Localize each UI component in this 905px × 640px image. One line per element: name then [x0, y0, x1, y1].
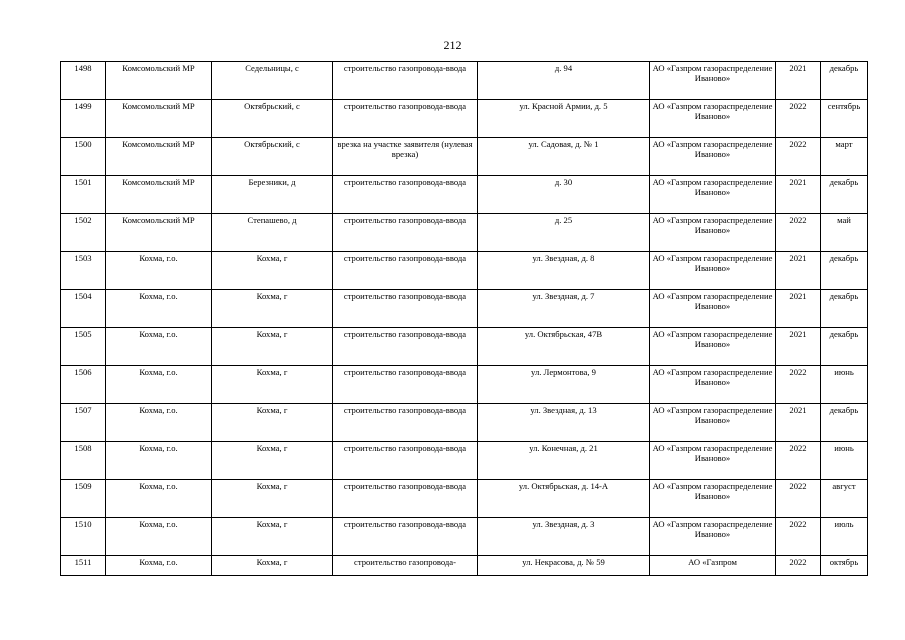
- year-cell: 2021: [776, 328, 821, 366]
- address-cell: ул. Садовая, д. № 1: [478, 138, 650, 176]
- district-cell: Комсомольский МР: [106, 100, 212, 138]
- month-cell: декабрь: [821, 252, 868, 290]
- organization-cell: АО «Газпром газораспределение Иваново»: [650, 442, 776, 480]
- month-cell: декабрь: [821, 328, 868, 366]
- year-cell: 2022: [776, 442, 821, 480]
- address-cell: ул. Звездная, д. 3: [478, 518, 650, 556]
- district-cell: Кохма, г.о.: [106, 480, 212, 518]
- organization-cell: АО «Газпром газораспределение Иваново»: [650, 328, 776, 366]
- table-row: [61, 442, 868, 480]
- address-cell: ул. Красной Армии, д. 5: [478, 100, 650, 138]
- locality-cell: Степашево, д: [212, 214, 333, 252]
- work-type-cell: строительство газопровода-ввода: [333, 404, 478, 442]
- address-cell: д. 30: [478, 176, 650, 214]
- locality-cell: Октябрьский, с: [212, 138, 333, 176]
- locality-cell: Березники, д: [212, 176, 333, 214]
- row-number: 1503: [61, 252, 106, 290]
- district-cell: Комсомольский МР: [106, 214, 212, 252]
- month-cell: декабрь: [821, 176, 868, 214]
- organization-cell: АО «Газпром газораспределение Иваново»: [650, 62, 776, 100]
- address-cell: д. 94: [478, 62, 650, 100]
- work-type-cell: строительство газопровода-ввода: [333, 252, 478, 290]
- work-type-cell: строительство газопровода-ввода: [333, 442, 478, 480]
- organization-cell: АО «Газпром газораспределение Иваново»: [650, 176, 776, 214]
- locality-cell: Кохма, г: [212, 556, 333, 576]
- year-cell: 2021: [776, 176, 821, 214]
- work-type-cell: строительство газопровода-ввода: [333, 100, 478, 138]
- district-cell: Кохма, г.о.: [106, 518, 212, 556]
- locality-cell: Кохма, г: [212, 480, 333, 518]
- table-row: [61, 100, 868, 138]
- work-type-cell: строительство газопровода-ввода: [333, 480, 478, 518]
- locality-cell: Кохма, г: [212, 404, 333, 442]
- month-cell: июнь: [821, 366, 868, 404]
- row-number: 1500: [61, 138, 106, 176]
- locality-cell: Кохма, г: [212, 518, 333, 556]
- district-cell: Комсомольский МР: [106, 62, 212, 100]
- month-cell: июль: [821, 518, 868, 556]
- address-cell: ул. Октябрьская, д. 14-А: [478, 480, 650, 518]
- year-cell: 2022: [776, 480, 821, 518]
- district-cell: Комсомольский МР: [106, 176, 212, 214]
- work-type-cell: строительство газопровода-: [333, 556, 478, 576]
- address-cell: д. 25: [478, 214, 650, 252]
- address-cell: ул. Звездная, д. 8: [478, 252, 650, 290]
- month-cell: март: [821, 138, 868, 176]
- row-number: 1511: [61, 556, 106, 576]
- row-number: 1504: [61, 290, 106, 328]
- table-row: [61, 518, 868, 556]
- month-cell: октябрь: [821, 556, 868, 576]
- row-number: 1510: [61, 518, 106, 556]
- row-number: 1502: [61, 214, 106, 252]
- district-cell: Кохма, г.о.: [106, 404, 212, 442]
- organization-cell: АО «Газпром газораспределение Иваново»: [650, 138, 776, 176]
- table-row: [61, 138, 868, 176]
- organization-cell: АО «Газпром газораспределение Иваново»: [650, 214, 776, 252]
- address-cell: ул. Звездная, д. 13: [478, 404, 650, 442]
- year-cell: 2021: [776, 290, 821, 328]
- work-type-cell: врезка на участке заявителя (нулевая врезка): [333, 138, 478, 176]
- address-cell: ул. Лермонтова, 9: [478, 366, 650, 404]
- district-cell: Кохма, г.о.: [106, 328, 212, 366]
- work-type-cell: строительство газопровода-ввода: [333, 518, 478, 556]
- table-row: [61, 176, 868, 214]
- work-type-cell: строительство газопровода-ввода: [333, 290, 478, 328]
- locality-cell: Кохма, г: [212, 442, 333, 480]
- organization-cell: АО «Газпром газораспределение Иваново»: [650, 404, 776, 442]
- work-type-cell: строительство газопровода-ввода: [333, 62, 478, 100]
- month-cell: декабрь: [821, 404, 868, 442]
- work-type-cell: строительство газопровода-ввода: [333, 176, 478, 214]
- month-cell: сентябрь: [821, 100, 868, 138]
- row-number: 1498: [61, 62, 106, 100]
- table-row: [61, 290, 868, 328]
- row-number: 1501: [61, 176, 106, 214]
- row-number: 1507: [61, 404, 106, 442]
- table-row: [61, 328, 868, 366]
- address-cell: ул. Некрасова, д. № 59: [478, 556, 650, 576]
- organization-cell: АО «Газпром газораспределение Иваново»: [650, 100, 776, 138]
- organization-cell: АО «Газпром газораспределение Иваново»: [650, 290, 776, 328]
- organization-cell: АО «Газпром газораспределение Иваново»: [650, 366, 776, 404]
- year-cell: 2021: [776, 62, 821, 100]
- month-cell: август: [821, 480, 868, 518]
- year-cell: 2022: [776, 556, 821, 576]
- organization-cell: АО «Газпром газораспределение Иваново»: [650, 480, 776, 518]
- table-row: [61, 480, 868, 518]
- row-number: 1506: [61, 366, 106, 404]
- locality-cell: Октябрьский, с: [212, 100, 333, 138]
- locality-cell: Кохма, г: [212, 328, 333, 366]
- district-cell: Комсомольский МР: [106, 138, 212, 176]
- organization-cell: АО «Газпром газораспределение Иваново»: [650, 518, 776, 556]
- table-row: [61, 214, 868, 252]
- row-number: 1499: [61, 100, 106, 138]
- address-cell: ул. Конечная, д. 21: [478, 442, 650, 480]
- year-cell: 2022: [776, 214, 821, 252]
- month-cell: декабрь: [821, 290, 868, 328]
- gasification-table: [60, 61, 868, 576]
- table-row: [61, 366, 868, 404]
- page-number: 212: [443, 38, 462, 52]
- year-cell: 2021: [776, 252, 821, 290]
- district-cell: Кохма, г.о.: [106, 366, 212, 404]
- year-cell: 2022: [776, 100, 821, 138]
- address-cell: ул. Звездная, д. 7: [478, 290, 650, 328]
- district-cell: Кохма, г.о.: [106, 252, 212, 290]
- work-type-cell: строительство газопровода-ввода: [333, 214, 478, 252]
- table-row: [61, 62, 868, 100]
- row-number: 1505: [61, 328, 106, 366]
- month-cell: июнь: [821, 442, 868, 480]
- work-type-cell: строительство газопровода-ввода: [333, 328, 478, 366]
- address-cell: ул. Октябрьская, 47В: [478, 328, 650, 366]
- row-number: 1508: [61, 442, 106, 480]
- table-row: [61, 556, 868, 576]
- row-number: 1509: [61, 480, 106, 518]
- district-cell: Кохма, г.о.: [106, 290, 212, 328]
- work-type-cell: строительство газопровода-ввода: [333, 366, 478, 404]
- locality-cell: Кохма, г: [212, 252, 333, 290]
- month-cell: декабрь: [821, 62, 868, 100]
- year-cell: 2022: [776, 366, 821, 404]
- table-row: [61, 252, 868, 290]
- month-cell: май: [821, 214, 868, 252]
- year-cell: 2021: [776, 404, 821, 442]
- year-cell: 2022: [776, 138, 821, 176]
- locality-cell: Кохма, г: [212, 366, 333, 404]
- locality-cell: Кохма, г: [212, 290, 333, 328]
- organization-cell: АО «Газпром газораспределение Иваново»: [650, 252, 776, 290]
- district-cell: Кохма, г.о.: [106, 442, 212, 480]
- organization-cell: АО «Газпром: [650, 556, 776, 576]
- district-cell: Кохма, г.о.: [106, 556, 212, 576]
- table-row: [61, 404, 868, 442]
- locality-cell: Седельницы, с: [212, 62, 333, 100]
- year-cell: 2022: [776, 518, 821, 556]
